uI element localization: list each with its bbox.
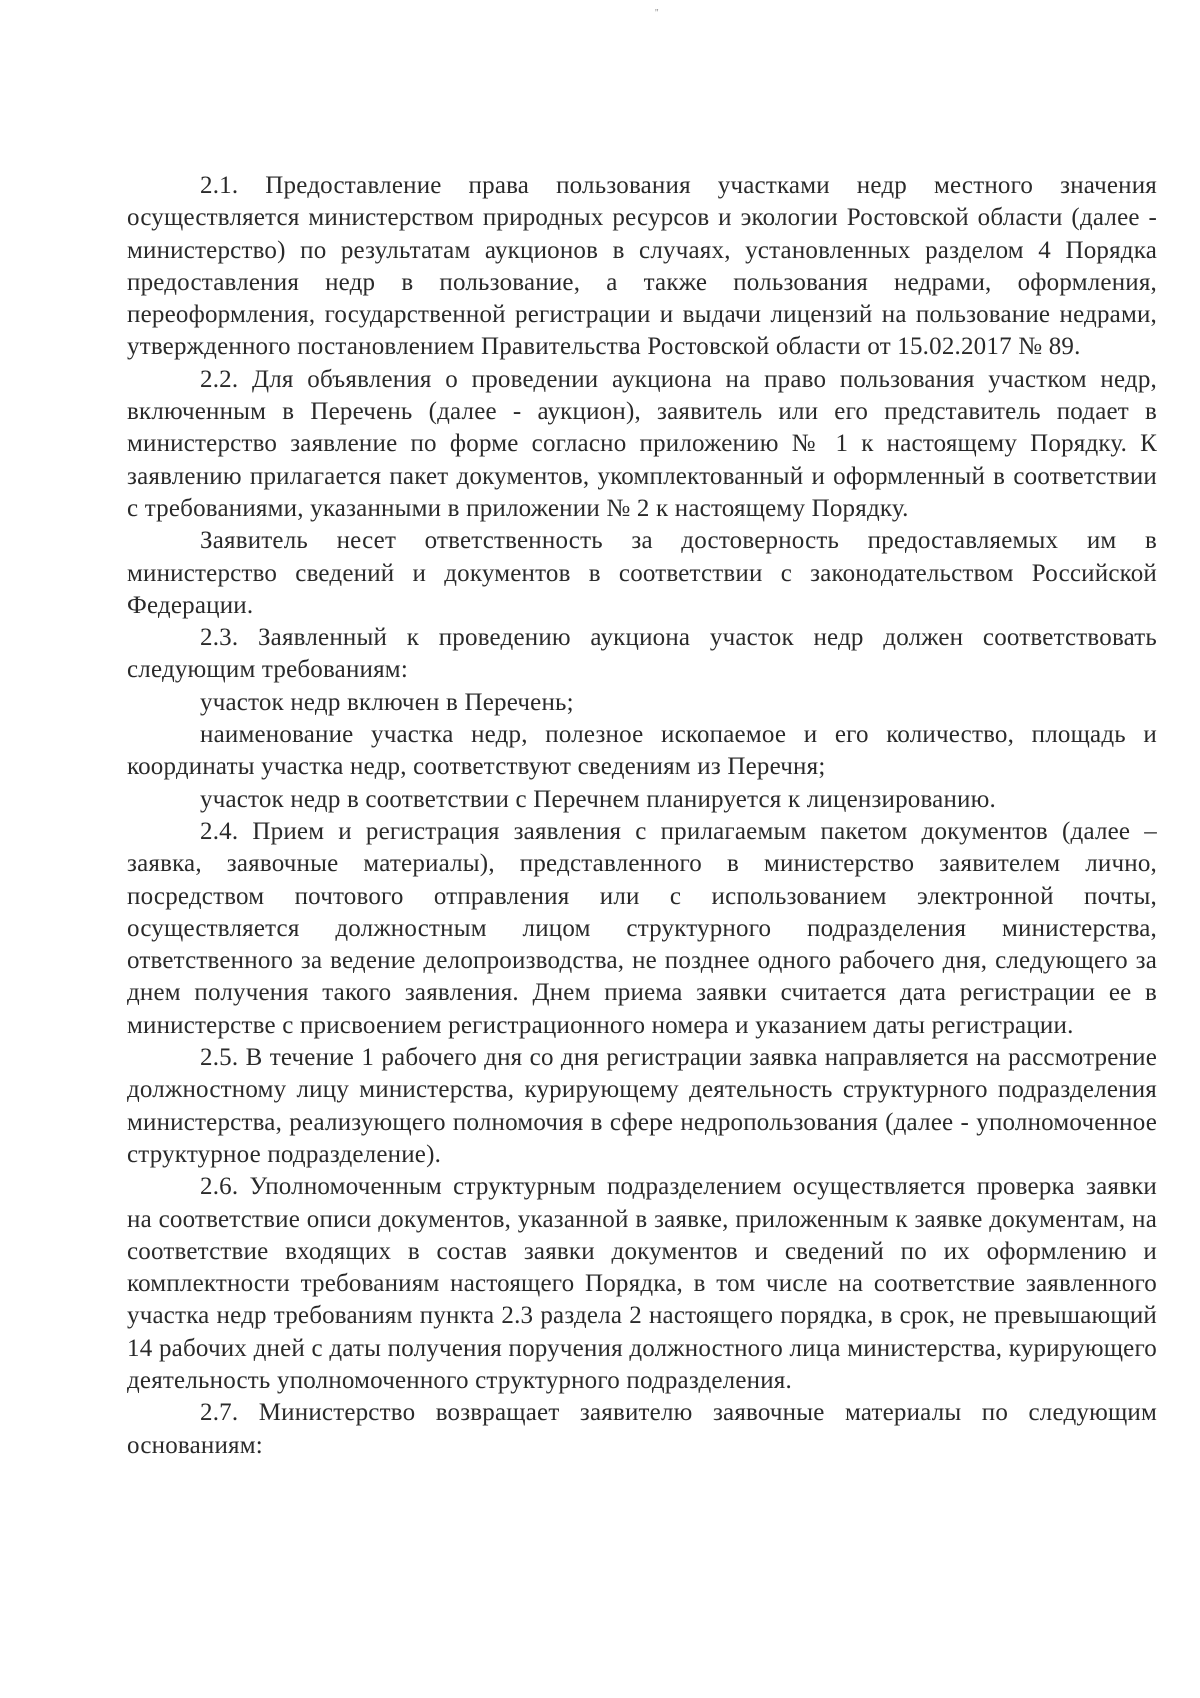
paragraph-2-4: 2.4. Прием и регистрация заявления с прилагаемым пакетом документов (далее – заявка, заявочные материалы), представленного в министерство заявителем лично, посредством почтового отправления или с использованием электронной почты, осуществляется должностным лицом структурного подразделения министерства, ответственного за ведение делопроизводства, не позднее одного рабочего дня, следующего за днем получения такого заявления. Днем приема заявки считается дата регистрации ее в министерстве с присвоением регистрационного номера и указанием даты регистрации. bbox=[127, 817, 1157, 1039]
paragraph-applicant-responsibility: Заявитель несет ответственность за достоверность предоставляемых им в министерство сведений и документов в соответствии с законодательством Российской Федерации. bbox=[127, 527, 1157, 619]
requirement-item-1: участок недр включен в Перечень; bbox=[200, 688, 574, 716]
paragraph-2-5: 2.5. В течение 1 рабочего дня со дня регистрации заявка направляется на рассмотрение должностному лицу министерства, курирующему деятельность структурного подразделения министерства, реализующего полномочия в сфере недропользования (далее - уполномоченное структурное подразделение). bbox=[127, 1044, 1157, 1168]
document-body bbox=[127, 170, 1157, 1462]
paragraph-2-3: 2.3. Заявленный к проведению аукциона участок недр должен соответствовать следующим требованиям: bbox=[127, 624, 1157, 684]
paragraph-2-7: 2.7. Министерство возвращает заявителю заявочные материалы по следующим основаниям: bbox=[127, 1399, 1157, 1459]
paragraph-2-1: 2.1. Предоставление права пользования участками недр местного значения осуществляется министерством природных ресурсов и экологии Ростовской области (далее - министерство) по результатам аукционов в случаях, установленных разделом 4 Порядка предоставления недр в пользование, а также пользования недрами, оформления, переоформления, государственной регистрации и выдачи лицензий на пользование недрами, утвержденного постановлением Правительства Ростовской области от 15.02.2017 № 89. bbox=[127, 172, 1157, 361]
paragraph-2-2: 2.2. Для объявления о проведении аукциона на право пользования участком недр, включенным в Перечень (далее - аукцион), заявитель или его представитель подает в министерство заявление по форме согласно приложению № 1 к настоящему Порядку. К заявлению прилагается пакет документов, укомплектованный и оформленный в соответствии с требованиями, указанными в приложении № 2 к настоящему Порядку. bbox=[127, 365, 1157, 522]
requirement-item-3: участок недр в соответствии с Перечнем планируется к лицензированию. bbox=[200, 785, 996, 813]
requirement-item-2: наименование участка недр, полезное ископаемое и его количество, площадь и координаты участка недр, соответствуют сведениям из Перечня; bbox=[127, 721, 1157, 781]
page-mark: '' bbox=[655, 8, 659, 19]
paragraph-2-6: 2.6. Уполномоченным структурным подразделением осуществляется проверка заявки на соответствие описи документов, указанной в заявке, приложенным к заявке документам, на соответствие входящих в состав заявки документов и сведений по их оформлению и комплектности требованиям настоящего Порядка, в том числе на соответствие заявленного участка недр требованиям пункта 2.3 раздела 2 настоящего порядка, в срок, не превышающий 14 рабочих дней с даты получения поручения должностного лица министерства, курирующего деятельность уполномоченного структурного подразделения. bbox=[127, 1173, 1157, 1394]
